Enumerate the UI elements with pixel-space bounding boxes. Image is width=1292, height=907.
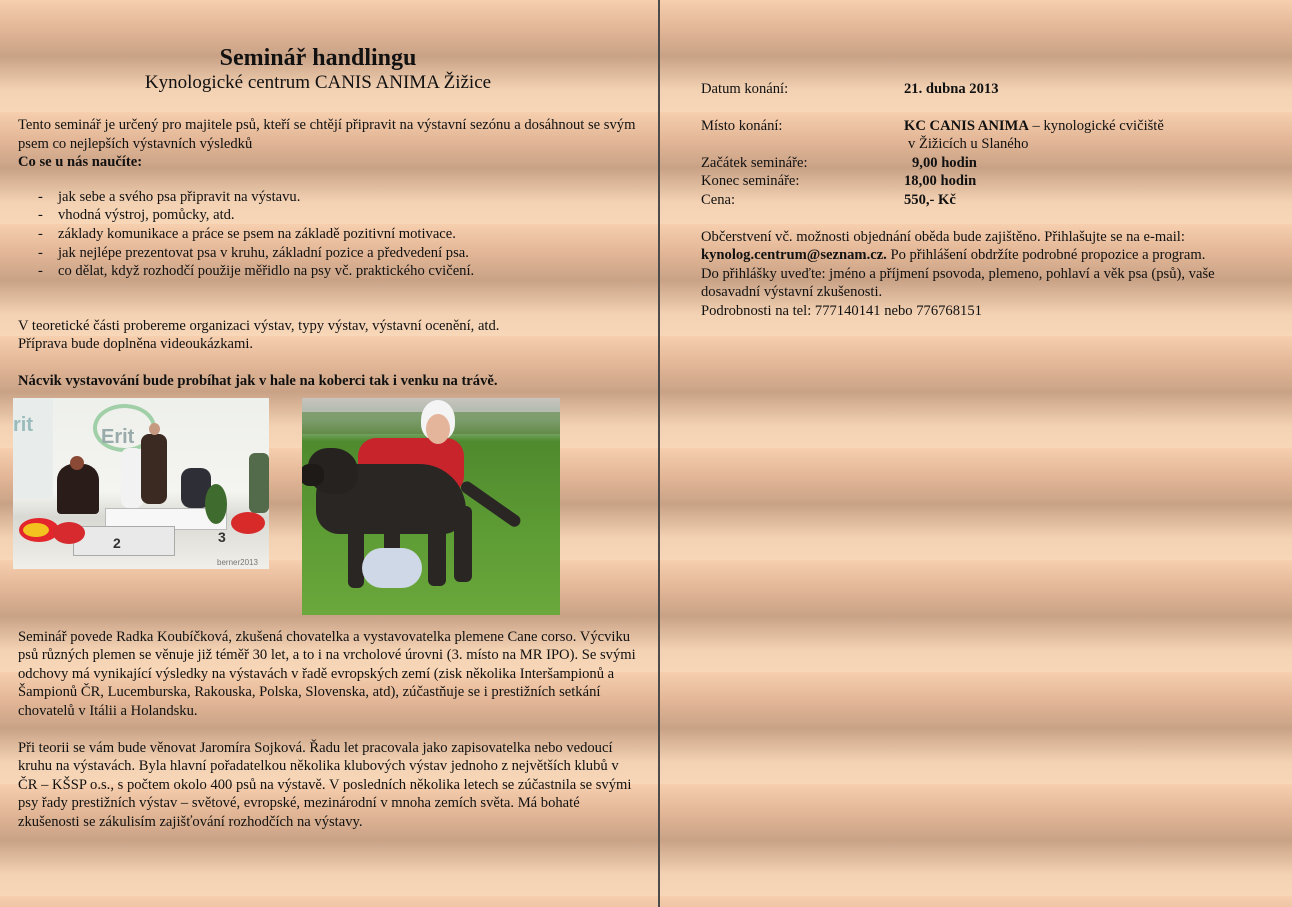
refreshment-text: [701, 228, 1276, 265]
place-rest: – kynologické cvičiště: [1028, 117, 1164, 134]
price-row: [701, 191, 1276, 210]
date-value: 21. dubna 2013: [904, 81, 999, 97]
practice-text: Nácvik vystavování bude probíhat jak v hale na koberci tak i venku na trávě.: [18, 372, 498, 389]
page-title: Seminář handlingu: [219, 45, 417, 71]
list-item-text: co dělat, když rozhodčí použije měřidlo na psy vč. praktického cvičení.: [58, 263, 475, 280]
podium-number: 3: [218, 528, 226, 545]
list-item-text: jak sebe a svého psa připravit na výstavu.: [58, 188, 301, 205]
theory-text-2: Příprava bude doplněna videoukázkami.: [18, 336, 254, 353]
intro-text: Tento seminář je určený pro majitele psů, kteří se chtějí připravit na výstavní sezónu a dosáhnout se svým psem co nejlepších výstavních výsledků: [18, 117, 636, 152]
learn-heading: Co se u nás naučíte:: [18, 154, 143, 171]
start-label: Začátek semináře:: [701, 154, 808, 171]
refreshment-line: Občerstvení vč. možnosti objednání oběda bude zajištěno. Přihlašujte se na e-mail:: [701, 228, 1185, 245]
list-item: [18, 206, 638, 225]
photo-watermark: berner2013: [217, 557, 258, 567]
right-page: [701, 80, 1276, 321]
date-label: Datum konání:: [701, 81, 789, 97]
list-item: [18, 225, 638, 244]
list-item-text: vhodná výstroj, pomůcky, atd.: [58, 207, 235, 224]
date-row: [701, 80, 1276, 99]
end-label: Konec semináře:: [701, 173, 800, 190]
list-item: [18, 244, 638, 263]
place-label: Místo konání:: [701, 117, 783, 134]
after-email-text: Po přihlášení obdržíte podrobné propozice a program.: [886, 247, 1206, 264]
place-town: v Žižicích u Slaného: [908, 136, 1029, 153]
details-text: Podrobnosti na tel: 777140141 nebo 776768151: [701, 302, 982, 319]
list-item-text: základy komunikace a práce se psem na základě pozitivní motivace.: [58, 225, 456, 242]
page-divider: [658, 0, 660, 907]
place-name: KC CANIS ANIMA: [904, 117, 1029, 134]
price-label: Cena:: [701, 191, 736, 208]
application-text: Do přihlášky uveďte: jméno a příjmení psovoda, plemeno, pohlaví a věk psa (psů), vaše dosavadní výstavní zkušenosti.: [701, 265, 1215, 301]
lecturer2-text: Při teorii se vám bude věnovat Jaromíra Sojková. Řadu let pracovala jako zapisovatelka nebo vedoucí kruhu na výstavách. Byla hlavní pořadatelkou několika klubových výstav jednoho z největších klubů v ČR – KŠSP o.s., s počtem okolo 400 psů na výstavě. V posledních několika letech se zúčastnila se svými psy řady prestižních výstav – světové, evropské, mezinárodní v mnoha zemích světa. Má bohaté zkušenosti se zákulisím zajišťování rozhodčích na výstavy.: [18, 739, 632, 830]
end-row: [701, 172, 1276, 191]
bullet-dash: -: [38, 244, 43, 261]
learn-list: [18, 188, 638, 281]
photo-row: [13, 398, 638, 628]
bullet-dash: -: [38, 188, 43, 205]
email-link[interactable]: kynolog.centrum@seznam.cz.: [701, 247, 887, 264]
list-item: [18, 262, 638, 281]
place-row: [701, 117, 1276, 154]
left-page: [13, 44, 638, 831]
bullet-dash: -: [38, 207, 43, 224]
banner-text: Erit: [101, 425, 135, 448]
podium-number: 2: [113, 534, 121, 551]
list-item-text: jak nejlépe prezentovat psa v kruhu, základní pozice a předvedení psa.: [58, 244, 469, 261]
bullet-dash: -: [38, 225, 43, 242]
price-value: 550,- Kč: [904, 191, 956, 208]
start-row: [701, 154, 1276, 173]
page-subtitle: Kynologické centrum CANIS ANIMA Žižice: [144, 72, 492, 93]
lecturer1-text: Seminář povede Radka Koubíčková, zkušená chovatelka a vystavovatelka plemene Cane corso. Výcviku psů různých plemen se věnuje již téměř 30 let, a to i na vrcholové úrovni (3. místo na MR IPO). Se svými odchovy má vynikající výsledky na výstavách v řadě evropských zemí (zisk několika Interšampionů a Šampionů ČR, Lucemburska, Rakouska, Polska, Slovenska, atd), zúčastňuje se i prestižních setkání chovatelů v Itálii a Holandsku.: [18, 628, 636, 719]
handler-with-cane-corso-photo: [302, 398, 560, 615]
theory-text-1: V teoretické části probereme organizaci výstav, typy výstav, výstavní ocenění, atd.: [18, 317, 500, 334]
list-item: [18, 188, 638, 207]
dog-show-podium-photo: Erit rit 2 3 berner2013: [13, 398, 269, 569]
end-value: 18,00 hodin: [904, 173, 977, 190]
start-value: 9,00 hodin: [912, 154, 977, 171]
bullet-dash: -: [38, 263, 43, 280]
place-value: [904, 117, 1164, 136]
